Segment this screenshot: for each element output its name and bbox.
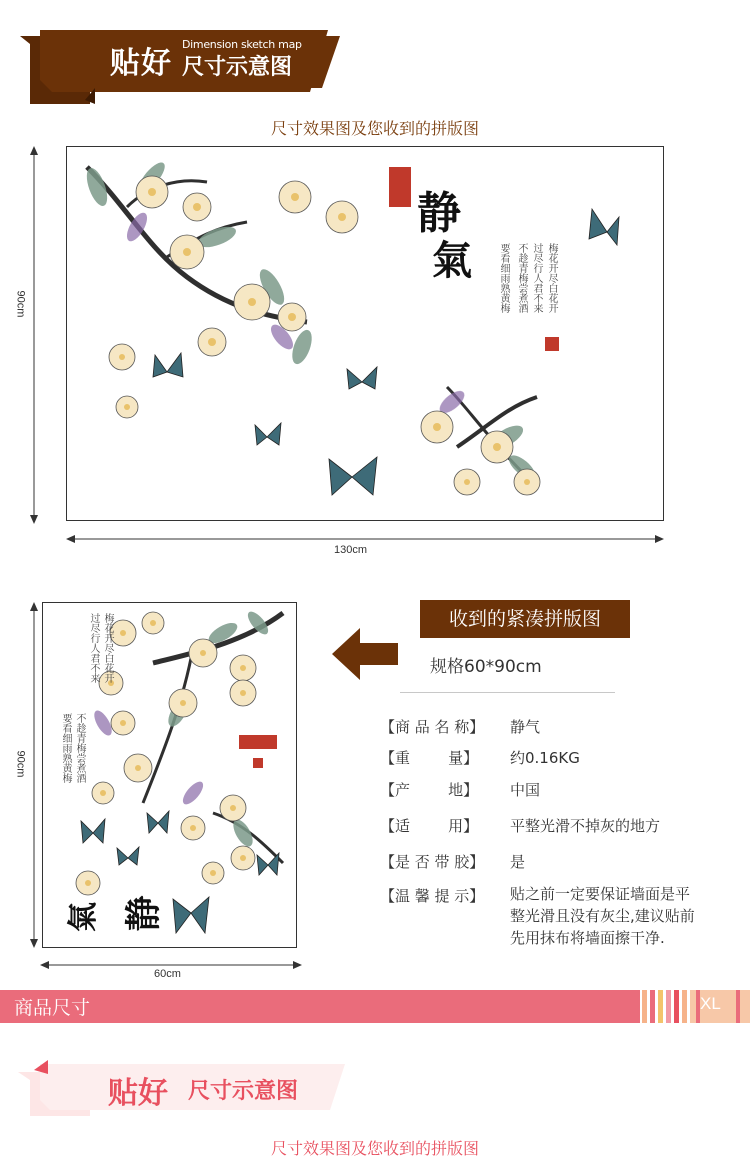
layout-height-dimension xyxy=(24,602,44,948)
left-arrow-icon xyxy=(332,628,398,680)
layout-poem-line-1: 梅花开尽白花开 xyxy=(102,613,113,683)
spec-value-weight: 约0.16KG xyxy=(510,749,580,767)
spec-key: 【重 量】 xyxy=(380,749,479,767)
spec-row-weight xyxy=(380,747,500,768)
spec-key: 【产 地】 xyxy=(380,781,479,799)
spec-value-origin: 中国 xyxy=(510,781,541,799)
effect-calligraphy-1: 静 xyxy=(417,188,461,239)
size-bar-label: 商品尺寸 xyxy=(14,997,91,1019)
spec-value-usage: 平整光滑不掉灰的地方 xyxy=(510,817,661,835)
received-size: 规格60*90cm xyxy=(430,657,542,677)
effect-poem-line-4: 要看细雨熟黄梅 xyxy=(498,243,509,313)
banner-english-title: Dimension sketch map xyxy=(182,38,302,51)
banner-title-big: 贴好 xyxy=(110,46,172,81)
spec-value-tip: 贴之前一定要保证墙面是平整光滑且没有灰尘,建议贴前先用抹布将墙面擦干净. xyxy=(510,885,695,947)
bottom-banner-title-rest: 尺寸示意图 xyxy=(188,1079,299,1104)
effect-width-label: 130cm xyxy=(334,544,368,556)
effect-height-label: 90cm xyxy=(14,290,27,318)
caption-bottom: 尺寸效果图及您收到的拼版图 xyxy=(270,1139,479,1158)
caption-top: 尺寸效果图及您收到的拼版图 xyxy=(270,119,479,138)
effect-poem-line-1: 梅花开尽白花开 xyxy=(546,243,557,313)
spec-row-adhesive xyxy=(380,851,500,872)
effect-poem-line-3: 不趁青梅尝煮酒 xyxy=(516,243,527,313)
layout-width-label: 60cm xyxy=(154,968,181,980)
spec-row-usage xyxy=(380,815,500,836)
spec-value-adhesive: 是 xyxy=(510,853,526,871)
received-title: 收到的紧凑拼版图 xyxy=(420,600,630,638)
spec-key: 【商 品 名 称】 xyxy=(380,718,485,736)
spec-key: 【是 否 带 胶】 xyxy=(380,853,485,871)
spec-key: 【适 用】 xyxy=(380,817,479,835)
layout-poem-line-4: 要看细雨熟黄梅 xyxy=(60,713,71,783)
spec-key: 【温 馨 提 示】 xyxy=(380,887,485,905)
banner-title-rest: 尺寸示意图 xyxy=(182,55,293,80)
size-bar-stripes xyxy=(640,990,750,1023)
effect-artwork xyxy=(67,147,663,520)
layout-calligraphy-1: 静 xyxy=(122,895,165,932)
size-bar xyxy=(0,990,640,1023)
layout-sheet xyxy=(42,602,297,948)
spec-row-name xyxy=(380,716,500,737)
spec-divider xyxy=(400,692,615,693)
layout-poem-line-2: 过尽行人君不来 xyxy=(88,613,99,683)
bottom-banner-title-big: 贴好 xyxy=(108,1076,168,1111)
effect-height-dimension xyxy=(24,146,44,524)
effect-poem-line-2: 过尽行人君不来 xyxy=(531,243,542,313)
layout-poem-line-3: 不趁青梅尝煮酒 xyxy=(74,713,85,783)
size-code: XL xyxy=(700,994,721,1013)
spec-value-name: 静气 xyxy=(510,718,541,736)
spec-row-origin xyxy=(380,779,500,800)
effect-calligraphy-2: 氣 xyxy=(432,237,472,284)
effect-picture xyxy=(66,146,664,521)
spec-row-tip xyxy=(380,885,500,906)
layout-height-label: 90cm xyxy=(14,750,27,778)
layout-calligraphy-2: 氣 xyxy=(66,902,101,932)
